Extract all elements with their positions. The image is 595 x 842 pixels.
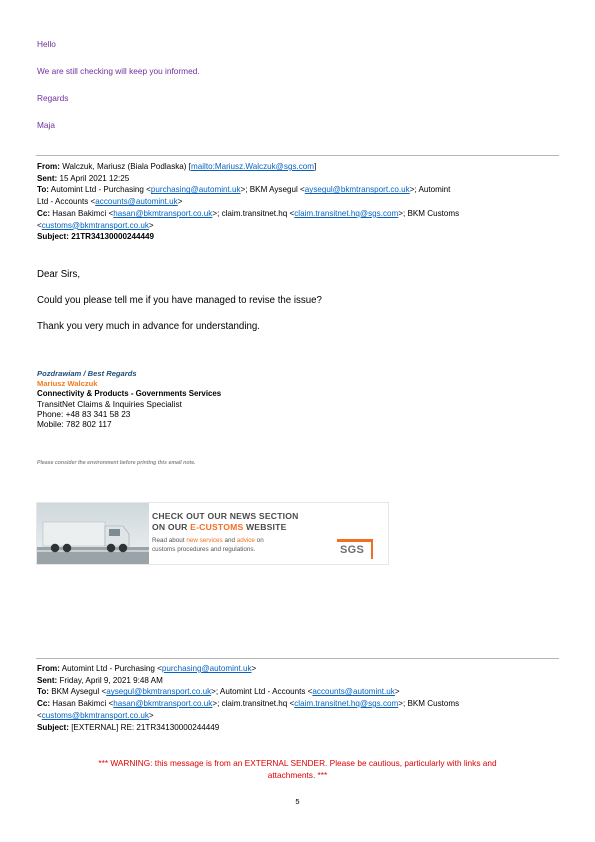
reply-line: We are still checking will keep you informed. bbox=[37, 66, 200, 76]
banner-subtext bbox=[152, 537, 264, 554]
cc-text: > bbox=[148, 220, 154, 230]
sent-label: Sent: bbox=[37, 675, 58, 685]
body-paragraph: Could you please tell me if you have managed to revise the issue? bbox=[37, 295, 322, 306]
email2-from-line bbox=[37, 663, 562, 675]
cc-text: < bbox=[37, 710, 42, 720]
to-text: Automint Ltd - Purchasing < bbox=[50, 185, 151, 195]
email1-sent-line bbox=[37, 173, 562, 185]
to-email-link[interactable]: accounts@automint.uk bbox=[312, 687, 395, 697]
from-end: > bbox=[251, 664, 257, 673]
external-sender-warning bbox=[37, 757, 558, 781]
email2-to-line bbox=[37, 686, 562, 698]
email1-cc-line bbox=[37, 208, 562, 231]
to-text: > bbox=[394, 687, 400, 697]
warning-line: *** WARNING: this message is from an EXTERNAL SENDER. Please be cautious, particularly with links and bbox=[98, 758, 497, 768]
sig-name: Mariusz Walczuk bbox=[37, 379, 98, 388]
sig-department: Connectivity & Products - Governments Services bbox=[37, 389, 222, 398]
sgs-logo bbox=[337, 539, 373, 559]
banner-line: CHECK OUT OUR NEWS SECTION bbox=[152, 511, 299, 521]
to-email-link[interactable]: aysegul@bkmtransport.co.uk bbox=[304, 185, 410, 195]
cc-email-link[interactable]: hasan@bkmtransport.co.uk bbox=[113, 208, 213, 218]
cc-text: Hasan Bakimci < bbox=[52, 699, 114, 709]
cc-text: >; BKM Customs bbox=[398, 208, 460, 218]
cc-email-link[interactable]: hasan@bkmtransport.co.uk bbox=[113, 699, 213, 709]
sgs-logo-text: SGS bbox=[340, 544, 365, 556]
reply-signoff: Maja bbox=[37, 120, 55, 130]
from-name: Walczuk, Mariusz (Biala Podlaska) [ bbox=[62, 162, 191, 171]
signature bbox=[37, 369, 221, 429]
banner-text: and bbox=[222, 537, 237, 544]
from-label: From: bbox=[37, 664, 60, 673]
banner-text: Read about bbox=[152, 537, 187, 544]
truck-image bbox=[37, 503, 149, 564]
reply-closing: Regards bbox=[37, 93, 69, 103]
banner-text: ON OUR bbox=[152, 522, 191, 532]
email1-from-line bbox=[37, 161, 562, 173]
from-email-link[interactable]: mailto:Mariusz.Walczuk@sgs.com bbox=[190, 162, 315, 171]
cc-text: Hasan Bakimci < bbox=[52, 208, 114, 218]
cc-text: >; claim.transitnet.hq < bbox=[212, 699, 295, 709]
to-email-link[interactable]: purchasing@automint.uk bbox=[150, 185, 241, 195]
to-email-link[interactable]: accounts@automint.uk bbox=[95, 197, 178, 207]
cc-text: > bbox=[148, 710, 154, 720]
from-email-link[interactable]: purchasing@automint.uk bbox=[161, 664, 252, 673]
subject-value: 21TR34130000244449 bbox=[71, 232, 154, 242]
from-name: Automint Ltd - Purchasing < bbox=[61, 664, 162, 673]
page-number: 5 bbox=[295, 797, 300, 806]
email2-header bbox=[37, 663, 562, 733]
from-end: ] bbox=[314, 162, 317, 171]
news-banner[interactable] bbox=[36, 502, 389, 565]
banner-subline: customs procedures and regulations. bbox=[152, 545, 256, 553]
body-salutation: Dear Sirs, bbox=[37, 269, 81, 280]
cc-text: >; claim.transitnet.hq < bbox=[212, 208, 295, 218]
banner-highlight: advice bbox=[236, 537, 255, 544]
divider bbox=[36, 658, 559, 659]
body-paragraph: Thank you very much in advance for understanding. bbox=[37, 321, 260, 332]
subject-label: Subject: bbox=[37, 232, 69, 242]
to-text: >; BKM Aysegul < bbox=[240, 185, 305, 195]
cc-label: Cc: bbox=[37, 699, 51, 709]
sig-role: TransitNet Claims & Inquiries Specialist bbox=[37, 399, 182, 409]
sig-phone: Phone: +48 83 341 58 23 bbox=[37, 409, 131, 419]
email2-cc-line bbox=[37, 698, 562, 721]
cc-email-link[interactable]: claim.transitnet.hq@sgs.com bbox=[294, 699, 399, 709]
sent-value: 15 April 2021 12:25 bbox=[59, 173, 130, 183]
sent-label: Sent: bbox=[37, 173, 58, 183]
cc-text: < bbox=[37, 220, 42, 230]
to-text: Ltd - Accounts < bbox=[37, 197, 96, 207]
email1-subject-line bbox=[37, 231, 562, 243]
to-text: >; Automint bbox=[409, 185, 451, 195]
subject-value: [EXTERNAL] RE: 21TR34130000244449 bbox=[71, 722, 220, 732]
banner-text: WEBSITE bbox=[243, 522, 287, 532]
email2-subject-line bbox=[37, 722, 562, 734]
to-text: >; Automint Ltd - Accounts < bbox=[211, 687, 313, 697]
warning-line: attachments. *** bbox=[267, 770, 328, 780]
to-label: To: bbox=[37, 687, 49, 697]
cc-text: >; BKM Customs bbox=[398, 699, 460, 709]
cc-email-link[interactable]: claim.transitnet.hq@sgs.com bbox=[294, 208, 399, 218]
from-label: From: bbox=[37, 162, 60, 171]
to-label: To: bbox=[37, 185, 49, 195]
to-email-link[interactable]: aysegul@bkmtransport.co.uk bbox=[106, 687, 212, 697]
cc-label: Cc: bbox=[37, 208, 51, 218]
banner-highlight: new services bbox=[186, 537, 223, 544]
sent-value: Friday, April 9, 2021 9:48 AM bbox=[59, 675, 163, 685]
subject-label: Subject: bbox=[37, 722, 69, 732]
environment-note: Please consider the environment before printing this email note. bbox=[37, 460, 196, 466]
reply-greeting: Hello bbox=[37, 39, 56, 49]
email1-header bbox=[37, 161, 562, 243]
email1-to-line bbox=[37, 184, 562, 207]
to-text: BKM Aysegul < bbox=[51, 687, 107, 697]
banner-highlight: E-CUSTOMS bbox=[190, 522, 244, 532]
banner-text: on bbox=[254, 537, 264, 544]
cc-email-link[interactable]: customs@bkmtransport.co.uk bbox=[41, 220, 149, 230]
sig-regards: Pozdrawiam / Best Regards bbox=[37, 369, 137, 378]
email2-sent-line bbox=[37, 675, 562, 687]
divider bbox=[36, 155, 559, 156]
banner-subline bbox=[152, 537, 264, 546]
sig-mobile: Mobile: 782 802 117 bbox=[37, 419, 112, 429]
cc-email-link[interactable]: customs@bkmtransport.co.uk bbox=[41, 710, 149, 720]
to-text: > bbox=[177, 197, 183, 207]
banner-headline bbox=[152, 511, 299, 533]
banner-line bbox=[152, 522, 299, 533]
